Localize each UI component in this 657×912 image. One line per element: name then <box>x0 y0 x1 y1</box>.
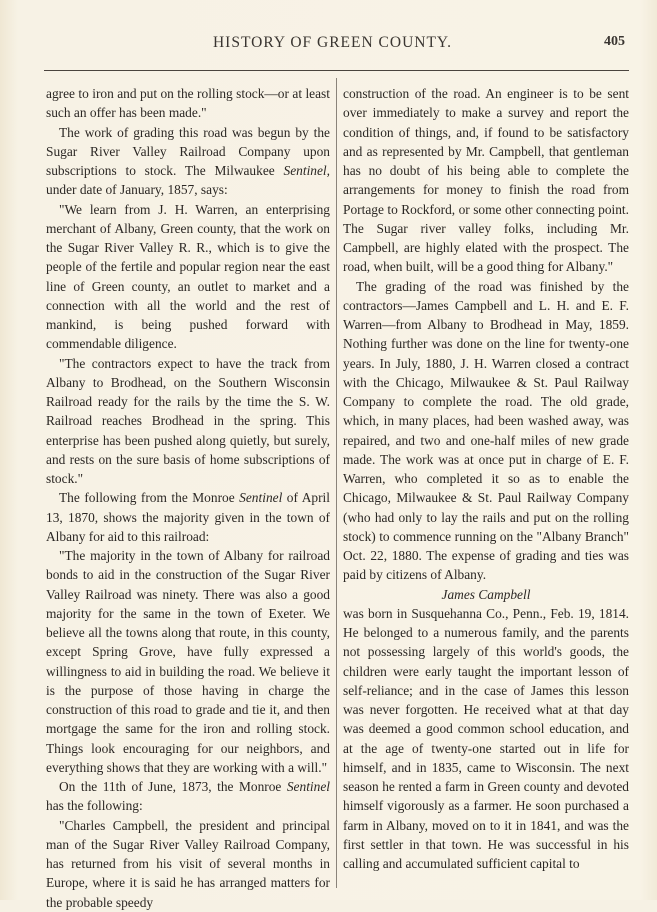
text-run: of April 13, 1870, shows the majority given in the town of Albany for aid to this railroad: <box>46 490 330 544</box>
left-paragraph-2 <box>46 123 330 200</box>
biography-heading: James Campbell <box>441 586 531 602</box>
text-run: under date of January, 1857, says: <box>46 182 228 198</box>
newspaper-name: Sentinel <box>239 490 283 506</box>
right-paragraph-1: construction of the road. An engineer is to be sent over immediately to make a survey and report the condition of things, and, if found to be satisfactory and as represented by Mr. Campbell, that gentleman has no doubt of his being able to complete the arrangements for money to finish the road from Portage to Rockford, or some other connecting point. The Sugar river valley folks, including Mr. Campbell, are highly elated with the prospect. The road, when built, will be a good thing for Albany." <box>343 86 629 275</box>
page-number: 405 <box>604 34 625 49</box>
left-paragraph-8: "Charles Campbell, the president and principal man of the Sugar River Valley Railroad Company, has returned from his visit of several months in Europe, where it is said he has arranged matters for the probable speedy <box>46 817 330 910</box>
left-paragraph-3: "We learn from J. H. Warren, an enterprising merchant of Albany, Green county, that the work on the Sugar River Valley R. R., which is to give the people of the fertile and popular region near the east line of Green county, an outlet to market and a connection with all the world and the rest of mankind, is being pushed forward with commendable diligence. <box>46 201 330 352</box>
left-column <box>46 84 330 912</box>
column-divider <box>336 78 337 888</box>
right-paragraph-2: The grading of the road was finished by the contractors—James Campbell and L. H. and E. F. Warren—from Albany to Brodhead in May, 1859. Nothing further was done on the line for twenty-one years. In July, 1880, J. H. Warren closed a contract with the Chicago, Milwaukee & St. Paul Railway Company to complete the road. The old grade, which, in many places, had been washed away, was repaired, and two and one-half miles of new grade made. The work was at once put in charge of E. F. Warren, who completed it so as to enable the Chicago, Milwaukee & St. Paul Railway Company (who had only to lay the rails and put on the rolling stock) to commence running on the "Albany Branch" Oct. 22, 1880. The expense of grading and ties was paid by citizens of Albany. <box>343 278 629 583</box>
left-paragraph-5 <box>46 488 330 546</box>
page-header <box>40 34 625 60</box>
right-column <box>343 84 629 873</box>
left-paragraph-4: "The contractors expect to have the track from Albany to Brodhead, on the Southern Wisconsin Railroad ready for the rails by the time the S. W. Railroad reaches Brodhead in the spring. This enterprise has been pushed along quietly, but surely, and rests on the sure basis of home subscriptions of stock." <box>46 355 330 486</box>
text-run: has the following: <box>46 798 143 814</box>
newspaper-name: Sentinel <box>286 779 330 794</box>
text-run: The work of grading this road was begun by the Sugar River Valley Railroad Company upon subscriptions to stock. The Milwaukee <box>46 124 330 178</box>
text-run: The following from the Monroe <box>59 490 240 506</box>
running-title: HISTORY OF GREEN COUNTY. <box>212 34 453 51</box>
right-paragraph-3: was born in Susquehanna Co., Penn., Feb. 19, 1814. He belonged to a numerous family, and the parents not possessing largely of this world's goods, the children were early taught the important lesson of self-reliance; and in the case of James this lesson was never forgotten. He received what at that day was deemed a good common school education, and at the age of twenty-one started out in life for himself, and in 1835, came to Wisconsin. The next season he rented a farm in Green county and devoted himself vigorously as a farmer. He soon purchased a farm in Albany, moved on to it in 1841, and was the first settler in that town. He was successful in his calling and accumulated sufficient capital to <box>343 605 629 871</box>
newspaper-name: Sentinel, <box>283 163 330 178</box>
left-paragraph-7 <box>46 777 330 816</box>
left-paragraph-1: agree to iron and put on the rolling stock—or at least such an offer has been made." <box>46 86 330 121</box>
left-paragraph-6: "The majority in the town of Albany for railroad bonds to aid in the construction of the Sugar River Valley Railroad was ninety. There was also a good majority for the same in the town of Exeter. We believe all the towns along that route, in this county, except Spring Grove, have fully expressed a willingness to aid in building the road. We believe it is the purpose of those having in charge the construction of this road to grade and tie it, and then mortgage the same for the iron and rolling stock. Things look encouraging for our neighbors, and everything shows that they are working with a will." <box>46 548 330 775</box>
text-run: On the 11th of June, 1873, the Monroe <box>59 779 287 794</box>
header-rule <box>44 70 629 71</box>
